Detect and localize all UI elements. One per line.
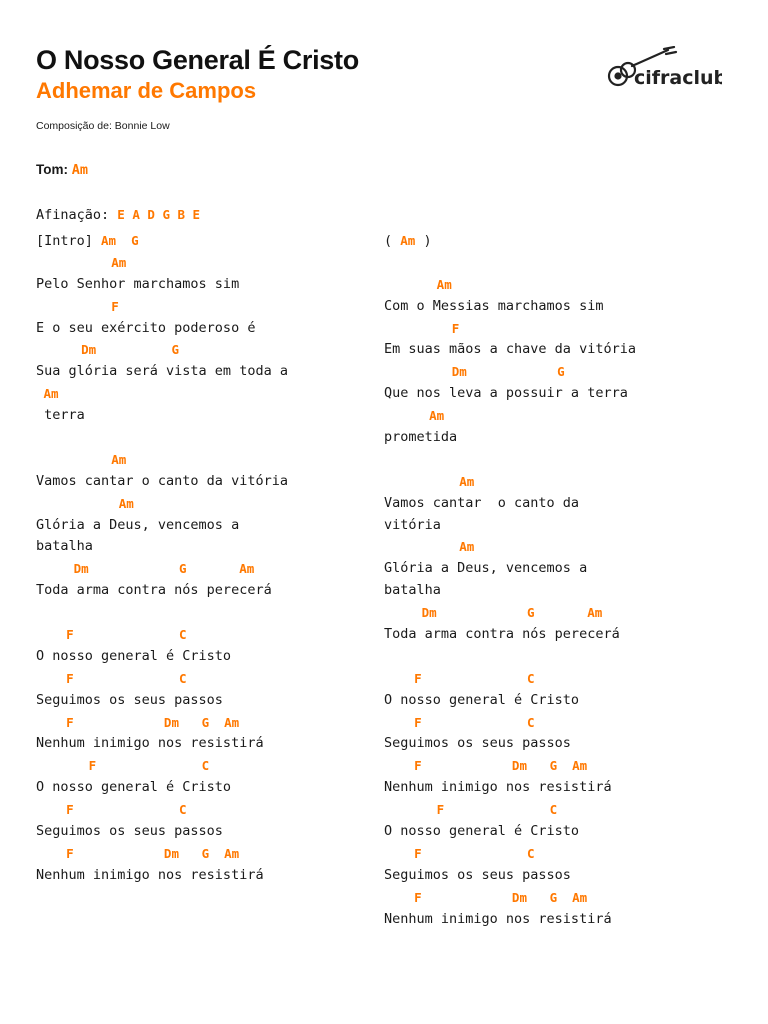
chord-line[interactable]: F C (36, 670, 187, 686)
chord-line[interactable]: Am (384, 408, 445, 424)
tuning-notes: E A D G B E (117, 207, 201, 222)
lyric-line: Que nos leva a possuir a terra (384, 385, 628, 402)
lyrics-column-right (384, 230, 636, 931)
chord-line[interactable]: F Dm G Am (36, 845, 240, 861)
chord-line[interactable]: F C (36, 802, 187, 818)
chord-line[interactable]: Am (384, 473, 475, 489)
lyric-line: Toda arma contra nós perecerá (36, 582, 272, 599)
song-title: O Nosso General É Cristo (36, 45, 359, 75)
lyric-line: Vamos cantar o canto da (384, 494, 580, 511)
blank-line (384, 449, 636, 471)
chord-line[interactable]: Am (36, 451, 127, 467)
chord-line[interactable]: Am (384, 539, 475, 555)
lyric-line: Pelo Senhor marchamos sim (36, 275, 240, 292)
lyric-line: Glória a Deus, vencemos a (384, 560, 588, 577)
lyric-line: Nenhum inimigo nos resistirá (36, 866, 264, 883)
intro-chords[interactable]: Am G (101, 233, 139, 248)
chord-line[interactable]: F C (384, 670, 535, 686)
blank-line (36, 602, 288, 624)
paren-open: ( (384, 233, 401, 249)
chord-line[interactable]: F (384, 320, 460, 336)
lyric-line: prometida (384, 429, 458, 446)
cifraclub-logo[interactable] (606, 46, 722, 94)
intro-chord[interactable]: Am (400, 233, 416, 248)
chord-line[interactable]: Am (384, 276, 452, 292)
lyric-line: E o seu exército poderoso é (36, 319, 256, 336)
lyric-line: Seguimos os seus passos (36, 691, 223, 708)
chord-line[interactable]: Am (36, 254, 127, 270)
lyric-line: O nosso general é Cristo (384, 691, 580, 708)
lyric-line: Vamos cantar o canto da vitória (36, 472, 288, 489)
lyric-line: batalha (36, 538, 93, 555)
chord-line[interactable]: F Dm G Am (384, 889, 588, 905)
blank-line (384, 646, 636, 668)
lyric-line: Nenhum inimigo nos resistirá (36, 735, 264, 752)
lyric-line: Com o Messias marchamos sim (384, 297, 604, 314)
composer-credit: Composição de: Bonnie Low (36, 120, 170, 132)
lyric-line: Glória a Deus, vencemos a (36, 516, 240, 533)
paren-close: ) (415, 233, 432, 249)
intro-label: [Intro] (36, 233, 102, 249)
key-line (36, 159, 88, 181)
lyric-line: Seguimos os seus passos (384, 866, 571, 883)
blank-line (36, 427, 288, 449)
guitar-icon (606, 46, 722, 94)
lyric-line: terra (36, 407, 85, 424)
lyrics-column-left (36, 230, 288, 887)
blank-line (384, 252, 636, 274)
lyric-line: O nosso general é Cristo (384, 823, 580, 840)
lyric-line: Toda arma contra nós perecerá (384, 626, 620, 643)
logo-text: cifraclub (634, 67, 722, 89)
lyric-line: Seguimos os seus passos (384, 735, 571, 752)
lyric-line: Em suas mãos a chave da vitória (384, 341, 636, 358)
chord-line[interactable]: Dm G Am (384, 605, 603, 621)
chord-line[interactable]: F (36, 298, 119, 314)
lyric-line: Nenhum inimigo nos resistirá (384, 779, 612, 796)
intro-line-right (384, 230, 636, 252)
chord-line[interactable]: Dm G (384, 364, 565, 380)
lyric-line: Sua glória será vista em toda a (36, 363, 288, 380)
artist-name[interactable]: Adhemar de Campos (36, 78, 257, 103)
chord-line[interactable]: Am (36, 386, 59, 402)
lyric-line: vitória (384, 516, 441, 533)
chord-line[interactable]: F C (36, 627, 187, 643)
chord-line[interactable]: Dm G Am (36, 561, 255, 577)
lyric-line: O nosso general é Cristo (36, 779, 232, 796)
chord-line[interactable]: Dm G (36, 342, 179, 358)
tuning-line (36, 204, 200, 226)
key-chord[interactable]: Am (71, 162, 89, 178)
chord-line[interactable]: F C (384, 802, 558, 818)
lyric-line: Nenhum inimigo nos resistirá (384, 910, 612, 927)
chord-line[interactable]: Am (36, 495, 134, 511)
chord-line[interactable]: F Dm G Am (384, 758, 588, 774)
lyric-line: batalha (384, 582, 441, 599)
key-label: Tom: (36, 162, 68, 177)
lyric-line: Seguimos os seus passos (36, 823, 223, 840)
chord-line[interactable]: F Dm G Am (36, 714, 240, 730)
chord-line[interactable]: F C (36, 758, 210, 774)
chord-line[interactable]: F C (384, 845, 535, 861)
tuning-label: Afinação: (36, 207, 110, 223)
chord-line[interactable]: F C (384, 714, 535, 730)
lyric-line: O nosso general é Cristo (36, 647, 232, 664)
intro-line (36, 230, 288, 252)
